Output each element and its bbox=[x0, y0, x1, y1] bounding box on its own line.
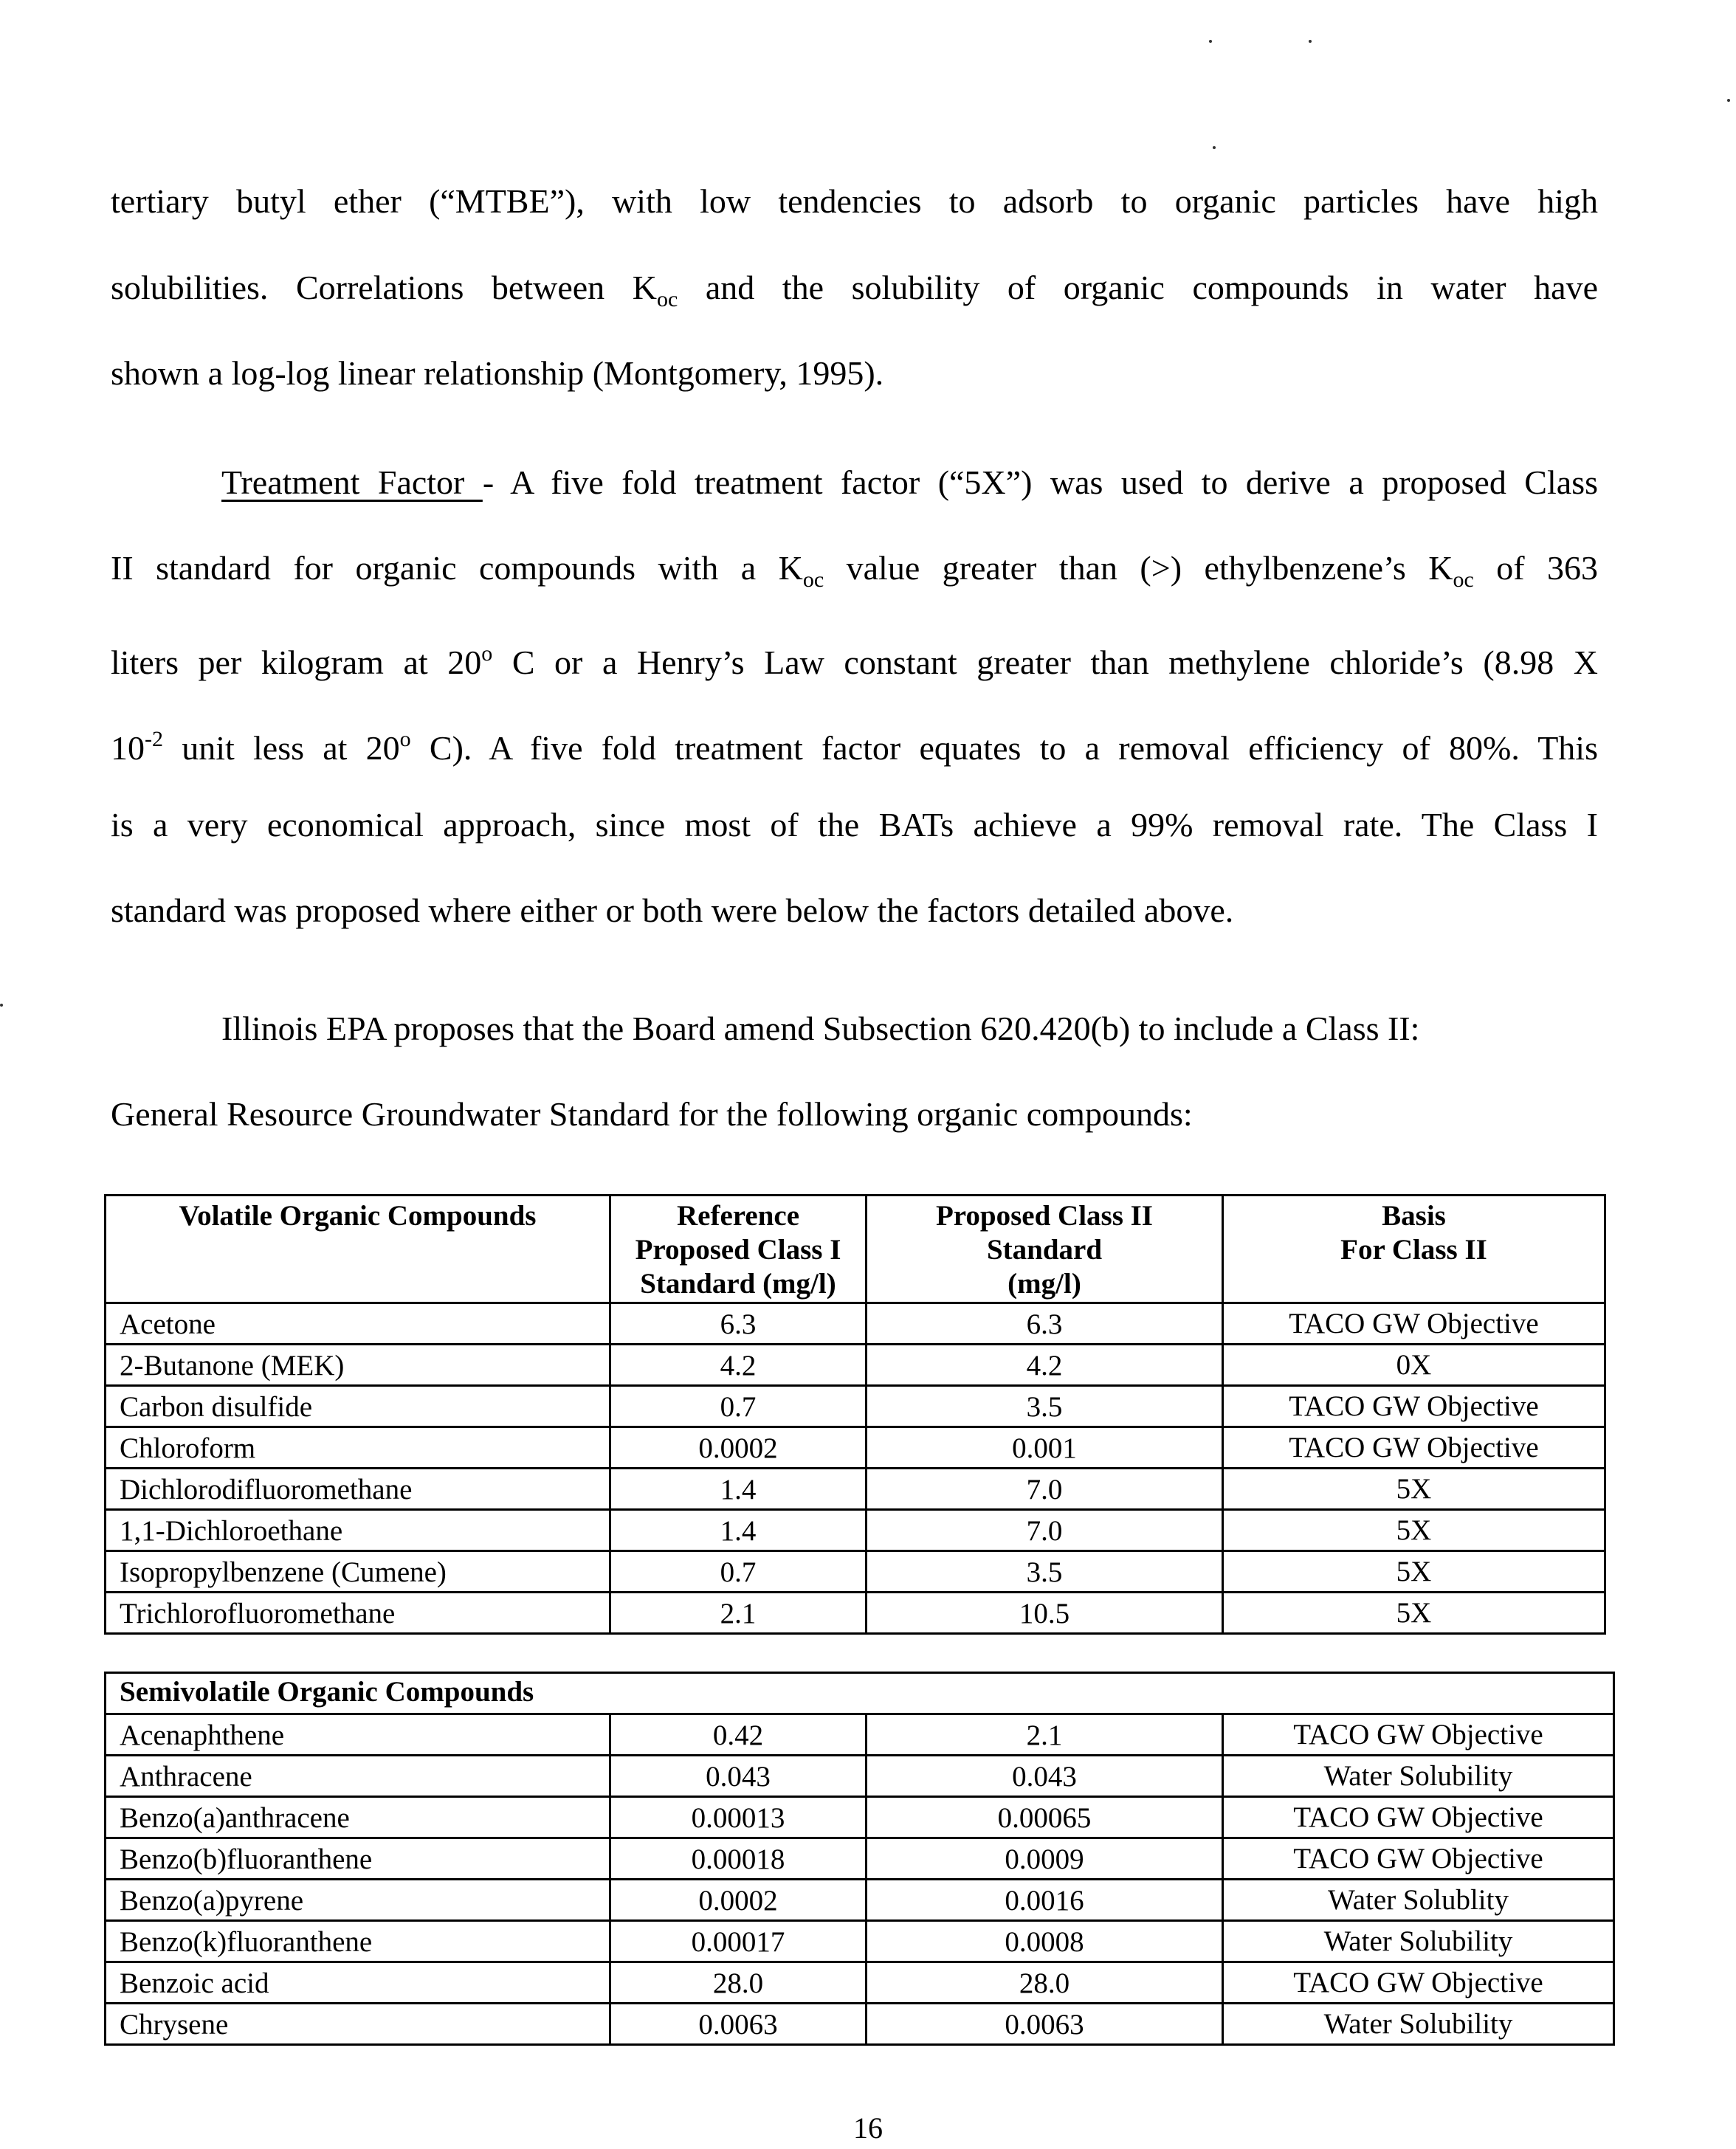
section-heading: Treatment Factor bbox=[221, 463, 483, 501]
text-segment: solubilities. Correlations between K bbox=[111, 269, 657, 306]
class1-value: 2.1 bbox=[610, 1593, 867, 1634]
compound-name: Benzo(b)fluoranthene bbox=[106, 1838, 610, 1880]
compound-name: Acetone bbox=[106, 1303, 610, 1345]
column-header-class2: Proposed Class II Standard (mg/l) bbox=[867, 1196, 1223, 1303]
page-number: 16 bbox=[853, 2111, 883, 2145]
basis-value: 5X bbox=[1223, 1593, 1605, 1634]
text-segment: C or a Henry’s Law constant greater than methylene chloride’s (8.98 X bbox=[492, 644, 1598, 681]
table-row bbox=[106, 1551, 1605, 1593]
table-row bbox=[106, 1593, 1605, 1634]
superscript: o bbox=[481, 641, 493, 666]
table-row bbox=[106, 1797, 1614, 1838]
compound-name: Anthracene bbox=[106, 1756, 610, 1797]
compound-name: Benzo(a)anthracene bbox=[106, 1797, 610, 1838]
text-segment: unit less at 20 bbox=[163, 729, 400, 767]
compound-name: Benzo(k)fluoranthene bbox=[106, 1921, 610, 1962]
superscript: -2 bbox=[145, 727, 163, 751]
class2-value: 0.0008 bbox=[867, 1921, 1223, 1962]
basis-value: Water Solublity bbox=[1223, 1880, 1614, 1921]
class1-value: 0.043 bbox=[610, 1756, 867, 1797]
class1-value: 1.4 bbox=[610, 1469, 867, 1510]
class2-value: 0.0063 bbox=[867, 2004, 1223, 2045]
table-row bbox=[106, 1714, 1614, 1756]
text-line: tertiary butyl ether (“MTBE”), with low tendencies to adsorb to organic particles have high bbox=[111, 182, 1598, 220]
basis-value: TACO GW Objective bbox=[1223, 1386, 1605, 1427]
class1-value: 4.2 bbox=[610, 1345, 867, 1386]
text-segment: value greater than (>) ethylbenzene’s K bbox=[824, 549, 1453, 587]
table-header-row bbox=[106, 1196, 1605, 1303]
column-header-basis: Basis For Class II bbox=[1223, 1196, 1605, 1303]
table-row bbox=[106, 1880, 1614, 1921]
subscript: oc bbox=[1453, 568, 1474, 592]
class2-value: 0.0009 bbox=[867, 1838, 1223, 1880]
table-row bbox=[106, 1303, 1605, 1345]
class1-value: 0.0002 bbox=[610, 1427, 867, 1469]
table-row bbox=[106, 2004, 1614, 2045]
class2-value: 3.5 bbox=[867, 1386, 1223, 1427]
compound-name: Isopropylbenzene (Cumene) bbox=[106, 1551, 610, 1593]
text-segment: liters per kilogram at 20 bbox=[111, 644, 482, 681]
basis-value: 0X bbox=[1223, 1345, 1605, 1386]
class2-value: 4.2 bbox=[867, 1345, 1223, 1386]
text-line: shown a log-log linear relationship (Montgomery, 1995). bbox=[111, 354, 884, 392]
scan-artifact bbox=[0, 1004, 3, 1007]
scan-artifact bbox=[1727, 99, 1730, 102]
compound-name: Acenaphthene bbox=[106, 1714, 610, 1756]
compound-name: 1,1-Dichloroethane bbox=[106, 1510, 610, 1551]
table-row bbox=[106, 1921, 1614, 1962]
compound-name: Chrysene bbox=[106, 2004, 610, 2045]
class2-value: 0.001 bbox=[867, 1427, 1223, 1469]
text-segment: - A five fold treatment factor (“5X”) was used to derive a proposed Class bbox=[482, 463, 1598, 501]
table-row bbox=[106, 1838, 1614, 1880]
class2-value: 7.0 bbox=[867, 1469, 1223, 1510]
basis-value: 5X bbox=[1223, 1510, 1605, 1551]
class1-value: 0.0063 bbox=[610, 2004, 867, 2045]
subscript: oc bbox=[802, 568, 824, 592]
text-segment: and the solubility of organic compounds in water have bbox=[678, 269, 1598, 306]
class2-value: 10.5 bbox=[867, 1593, 1223, 1634]
class2-value: 6.3 bbox=[867, 1303, 1223, 1345]
class1-value: 0.7 bbox=[610, 1386, 867, 1427]
basis-value: Water Solubility bbox=[1223, 1756, 1614, 1797]
text-segment: II standard for organic compounds with a K bbox=[111, 549, 803, 587]
text-line: standard was proposed where either or both were below the factors detailed above. bbox=[111, 891, 1234, 929]
class1-value: 6.3 bbox=[610, 1303, 867, 1345]
table-section-heading-row bbox=[106, 1673, 1614, 1714]
class2-value: 3.5 bbox=[867, 1551, 1223, 1593]
compound-name: Trichlorofluoromethane bbox=[106, 1593, 610, 1634]
basis-value: Water Solubility bbox=[1223, 1921, 1614, 1962]
table-row bbox=[106, 1386, 1605, 1427]
text-line bbox=[111, 267, 1598, 320]
basis-value: TACO GW Objective bbox=[1223, 1427, 1605, 1469]
compound-name: Chloroform bbox=[106, 1427, 610, 1469]
class2-value: 7.0 bbox=[867, 1510, 1223, 1551]
text-line bbox=[111, 633, 1598, 683]
class1-value: 1.4 bbox=[610, 1510, 867, 1551]
text-line: General Resource Groundwater Standard for the following organic compounds: bbox=[111, 1095, 1193, 1133]
table-row bbox=[106, 1427, 1605, 1469]
voc-standards-table bbox=[104, 1194, 1606, 1635]
basis-value: TACO GW Objective bbox=[1223, 1838, 1614, 1880]
class1-value: 0.42 bbox=[610, 1714, 867, 1756]
class1-value: 0.7 bbox=[610, 1551, 867, 1593]
compound-name: Benzoic acid bbox=[106, 1962, 610, 2004]
svoc-standards-table bbox=[104, 1672, 1615, 2046]
class2-value: 28.0 bbox=[867, 1962, 1223, 2004]
text-segment: 10 bbox=[111, 729, 145, 767]
compound-name: Carbon disulfide bbox=[106, 1386, 610, 1427]
basis-value: TACO GW Objective bbox=[1223, 1714, 1614, 1756]
text-line bbox=[221, 462, 1598, 503]
table-row bbox=[106, 1469, 1605, 1510]
column-header-class1: Reference Proposed Class I Standard (mg/l) bbox=[610, 1196, 867, 1303]
text-line bbox=[111, 548, 1598, 601]
text-line: is a very economical approach, since most of the BATs achieve a 99% removal rate. The Class I bbox=[111, 806, 1598, 844]
subscript: oc bbox=[656, 287, 678, 311]
class2-value: 2.1 bbox=[867, 1714, 1223, 1756]
table-row bbox=[106, 1345, 1605, 1386]
table-row bbox=[106, 1510, 1605, 1551]
scan-artifact bbox=[1209, 40, 1212, 43]
superscript: o bbox=[399, 727, 411, 751]
section-heading: Semivolatile Organic Compounds bbox=[106, 1673, 1614, 1714]
class2-value: 0.0016 bbox=[867, 1880, 1223, 1921]
text-segment: C). A five fold treatment factor equates to a removal efficiency of 80%. This bbox=[410, 729, 1598, 767]
class2-value: 0.043 bbox=[867, 1756, 1223, 1797]
compound-name: 2-Butanone (MEK) bbox=[106, 1345, 610, 1386]
table-row bbox=[106, 1962, 1614, 2004]
class1-value: 0.00017 bbox=[610, 1921, 867, 1962]
basis-value: TACO GW Objective bbox=[1223, 1303, 1605, 1345]
basis-value: TACO GW Objective bbox=[1223, 1797, 1614, 1838]
class1-value: 0.00013 bbox=[610, 1797, 867, 1838]
class1-value: 28.0 bbox=[610, 1962, 867, 2004]
class1-value: 0.0002 bbox=[610, 1880, 867, 1921]
column-header-compound: Volatile Organic Compounds bbox=[106, 1196, 610, 1303]
scan-artifact bbox=[1309, 40, 1312, 43]
basis-value: TACO GW Objective bbox=[1223, 1962, 1614, 2004]
class2-value: 0.00065 bbox=[867, 1797, 1223, 1838]
basis-value: 5X bbox=[1223, 1551, 1605, 1593]
text-line bbox=[111, 719, 1598, 769]
table-row bbox=[106, 1756, 1614, 1797]
text-line: Illinois EPA proposes that the Board amend Subsection 620.420(b) to include a Class II: bbox=[221, 1010, 1420, 1047]
basis-value: 5X bbox=[1223, 1469, 1605, 1510]
compound-name: Benzo(a)pyrene bbox=[106, 1880, 610, 1921]
text-segment: of 363 bbox=[1473, 549, 1598, 587]
scan-artifact bbox=[1213, 146, 1216, 149]
compound-name: Dichlorodifluoromethane bbox=[106, 1469, 610, 1510]
basis-value: Water Solubility bbox=[1223, 2004, 1614, 2045]
class1-value: 0.00018 bbox=[610, 1838, 867, 1880]
